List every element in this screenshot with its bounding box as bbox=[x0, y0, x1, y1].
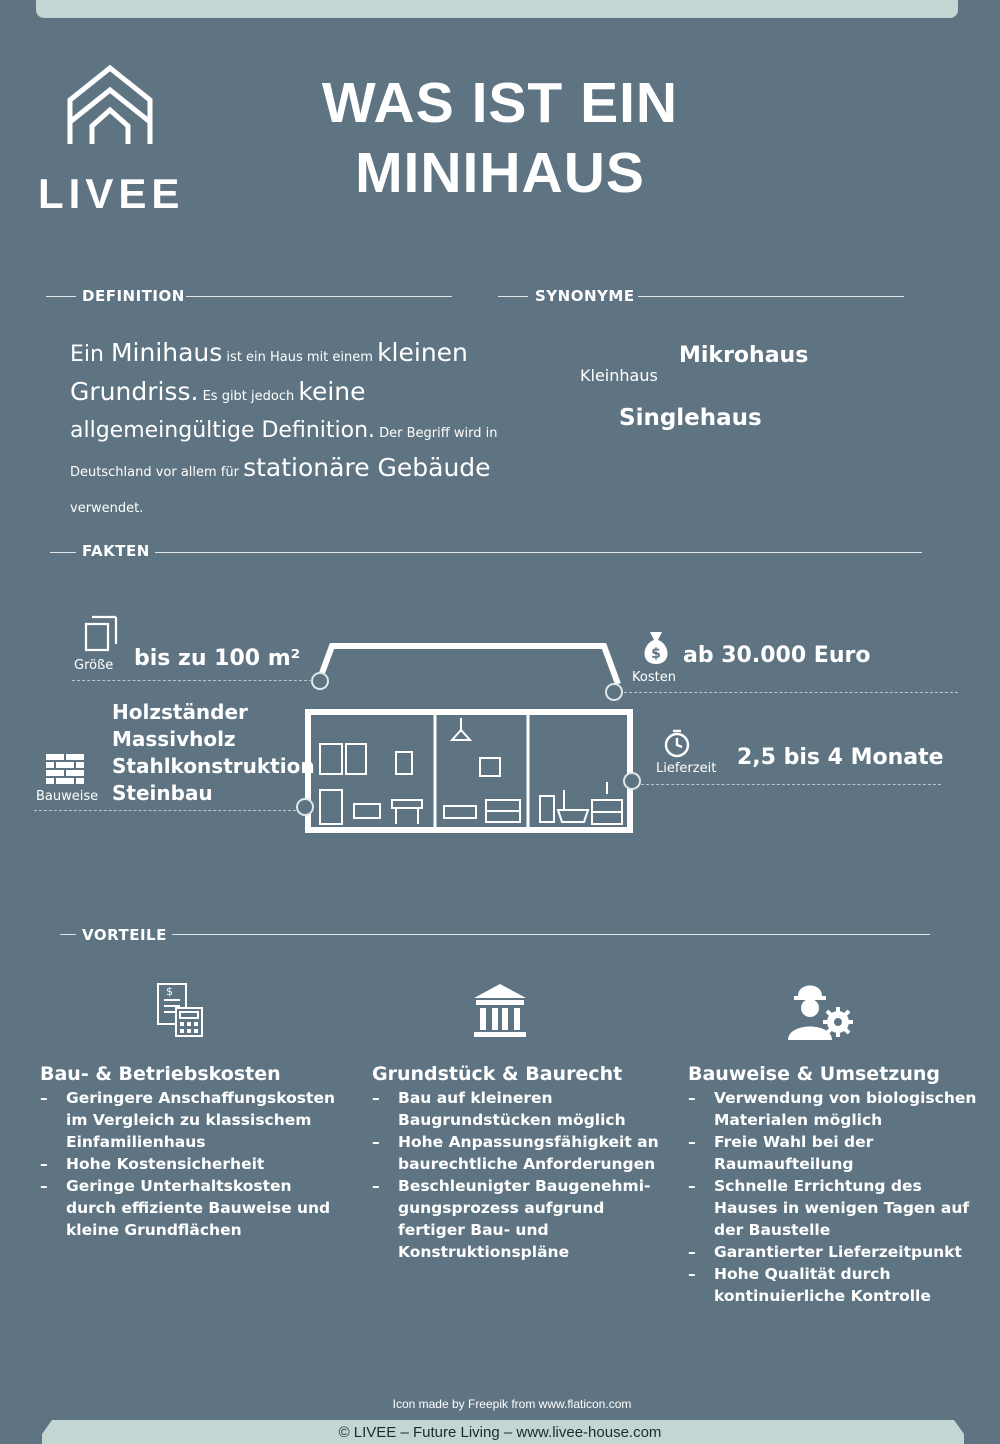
list-item: – Geringere Anschaffungskosten im Vergleich zu klassischem Einfamilienhaus bbox=[40, 1087, 340, 1153]
construction-item: Holzständer bbox=[112, 700, 248, 724]
definition-fragment: stationäre bbox=[243, 453, 370, 482]
cost-value: ab 30.000 Euro bbox=[683, 643, 871, 668]
size-label: Größe bbox=[74, 658, 114, 673]
list-item: – Hohe Qualität durch kontinuierliche Kontrolle bbox=[688, 1263, 988, 1307]
house-diagram bbox=[296, 640, 646, 836]
synonym-kleinhaus: Kleinhaus bbox=[580, 366, 658, 385]
connector-dot bbox=[605, 683, 623, 701]
divider bbox=[50, 552, 76, 553]
list-item: – Bau auf kleineren Baugrundstücken möglich bbox=[372, 1087, 662, 1131]
delivery-label: Lieferzeit bbox=[656, 761, 717, 776]
facts-label: FAKTEN bbox=[82, 542, 150, 560]
advantage-heading: Bau- & Betriebskosten bbox=[40, 1063, 281, 1085]
synonyms-label: SYNONYME bbox=[535, 287, 635, 305]
definition-fragment: ist ein Haus mit einem bbox=[222, 350, 378, 365]
divider bbox=[172, 934, 930, 935]
definition-fragment: keine bbox=[298, 377, 366, 406]
courthouse-icon bbox=[472, 982, 528, 1038]
definition-fragment: Minihaus bbox=[110, 338, 223, 367]
icon-credit: Icon made by Freepik from www.flaticon.com bbox=[392, 1397, 632, 1411]
divider bbox=[186, 296, 452, 297]
definition-fragment: Es gibt jedoch bbox=[198, 389, 299, 404]
synonym-mikrohaus: Mikrohaus bbox=[679, 343, 809, 368]
definition-fragment: allgemeingültige Definition. bbox=[70, 418, 376, 443]
list-item: – Freie Wahl bei der Raumaufteilung bbox=[688, 1131, 988, 1175]
connector-dot bbox=[623, 772, 641, 790]
divider bbox=[46, 296, 76, 297]
definition-fragment: kleinen bbox=[377, 338, 468, 367]
footer-text: © LIVEE – Future Living – www.livee-house.com bbox=[338, 1424, 662, 1441]
advantage-list bbox=[688, 1087, 988, 1307]
advantage-column-land bbox=[372, 1063, 662, 1263]
cost-label: Kosten bbox=[632, 670, 676, 685]
worker-gear-icon bbox=[784, 976, 856, 1042]
advantage-list bbox=[372, 1087, 662, 1263]
advantage-heading: Bauweise & Umsetzung bbox=[688, 1063, 940, 1085]
leader-line bbox=[641, 784, 941, 785]
definition-fragment: Der Begriff wird bbox=[375, 426, 482, 441]
clock-icon bbox=[662, 729, 692, 759]
construction-item: Steinbau bbox=[112, 781, 213, 805]
size-value: bis zu 100 m² bbox=[134, 646, 301, 671]
list-item: – Verwendung von biologischen Materialen möglich bbox=[688, 1087, 988, 1131]
definition-text bbox=[70, 336, 510, 526]
house-logo-icon bbox=[66, 64, 154, 148]
list-item: – Geringe Unterhaltskosten durch effiziente Bauweise und kleine Grundflächen bbox=[40, 1175, 340, 1241]
list-item: – Hohe Kostensicherheit bbox=[40, 1153, 340, 1175]
list-item: – Garantierter Lieferzeitpunkt bbox=[688, 1241, 988, 1263]
list-item: – Schnelle Errichtung des Hauses in wenigen Tagen auf der Baustelle bbox=[688, 1175, 988, 1241]
brand-name: LIVEE bbox=[38, 170, 185, 217]
advantages-label: VORTEILE bbox=[82, 926, 167, 944]
delivery-value: 2,5 bis 4 Monate bbox=[737, 745, 944, 770]
size-icon bbox=[82, 614, 120, 654]
definition-label: DEFINITION bbox=[82, 287, 185, 305]
list-item: – Hohe Anpassungsfähigkeit an baurechtliche Anforderungen bbox=[372, 1131, 662, 1175]
svg-text:$: $ bbox=[651, 646, 661, 662]
synonym-singlehaus: Singlehaus bbox=[619, 405, 762, 431]
list-item: – Beschleunigter Baugenehmi-gungsprozess aufgrund fertiger Bau- und Konstruktionspläne bbox=[372, 1175, 662, 1263]
definition-fragment: in Deutschland vor allem für bbox=[70, 426, 498, 480]
advantage-column-costs bbox=[40, 1063, 340, 1241]
definition-fragment: Ein bbox=[70, 342, 111, 367]
definition-fragment: Grundriss. bbox=[70, 377, 199, 406]
advantage-column-construction bbox=[688, 1063, 988, 1307]
construction-list bbox=[112, 699, 315, 807]
leader-line bbox=[34, 810, 296, 811]
page-title bbox=[300, 68, 700, 208]
money-bag-icon bbox=[640, 628, 672, 666]
definition-fragment: verwendet. bbox=[70, 501, 144, 516]
brick-wall-icon bbox=[44, 752, 86, 786]
leader-line bbox=[72, 680, 312, 681]
advantage-heading: Grundstück & Baurecht bbox=[372, 1063, 623, 1085]
construction-label: Bauweise bbox=[36, 789, 99, 804]
calculator-icon bbox=[156, 982, 204, 1038]
construction-item: Massivholz bbox=[112, 727, 236, 751]
divider bbox=[60, 934, 76, 935]
divider bbox=[498, 296, 528, 297]
connector-dot bbox=[311, 672, 329, 690]
title-line-1: WAS IST EIN bbox=[321, 71, 679, 135]
leader-line bbox=[624, 692, 958, 693]
advantage-list bbox=[40, 1087, 340, 1241]
construction-item: Stahlkonstruktion bbox=[112, 754, 315, 778]
divider bbox=[638, 296, 904, 297]
title-line-2: MINIHAUS bbox=[355, 141, 645, 205]
svg-text:$: $ bbox=[166, 985, 173, 998]
divider bbox=[155, 552, 922, 553]
top-accent-bar bbox=[36, 0, 958, 18]
definition-fragment: Gebäude bbox=[369, 453, 491, 482]
